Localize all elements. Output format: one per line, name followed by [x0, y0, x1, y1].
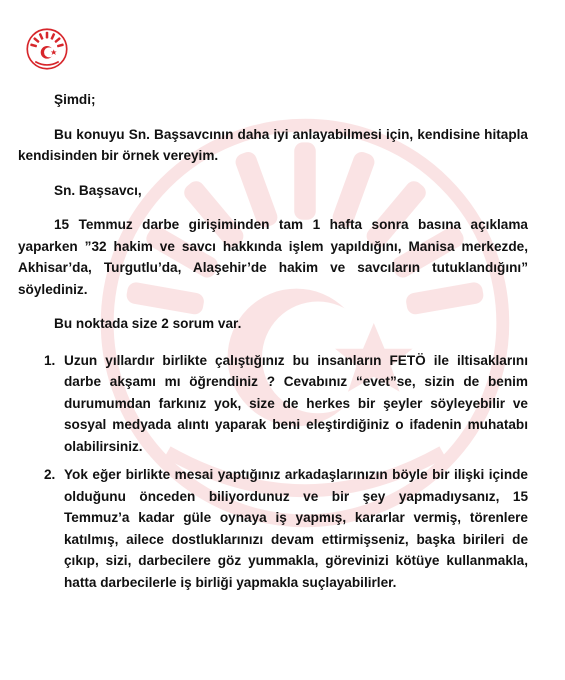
tbmm-emblem-icon [26, 28, 68, 70]
paragraph-questions-intro: Bu noktada size 2 sorum var. [54, 316, 242, 331]
paragraph-intro: Bu konuyu Sn. Başsavcının daha iyi anlayabilmesi için, kendisine hitapla kendisinden bir örnek vereyim. [18, 126, 528, 163]
list-item [18, 464, 528, 593]
document-body [18, 89, 528, 600]
list-item-number: 1. [44, 352, 56, 368]
paragraph-statement: 15 Temmuz darbe girişiminden tam 1 hafta sonra basına açıklama yaparken ”32 hakim ve savcı hakkında işlem yapıldığını, Manisa merkezde, Akhisar’da, Turgutlu’da, Alaşehir’de hakim ve savcıların tutuklandığını” söylediniz. [18, 217, 528, 297]
paragraph-salutation: Sn. Başsavcı, [54, 182, 142, 198]
paragraph-greeting: Şimdi; [54, 92, 96, 107]
list-item-number: 2. [44, 467, 56, 482]
list-item [18, 350, 528, 458]
question-list [18, 350, 528, 594]
list-item-text: Uzun yıllardır birlikte çalıştığınız bu insanların FETÖ ile iltisaklarını darbe akşamı mı öğrendiniz ? Cevabınız “evet”se, sizin de benim durumumdan farkınız yok, size de herkes bir şeyler söyleyebilir ve sosyal medyada alıntı yaparak beni eleştirdiğiniz o ifadenin muhatabı olabilirsiniz. [64, 352, 528, 454]
list-item-text: Yok eğer birlikte mesai yaptığınız arkadaşlarınızın böyle bir ilişki içinde olduğunu önceden biliyordunuz ve bir şey yapmadıysanız, 15 Temmuz’a kadar güle oynaya iş yapmış, kararlar vermiş, törenlere katılmış, ailece dostluklarınızı devam ettirmişseniz, başka birileri de çıkıp, sizi, darbecilere göz yummakla, görevinizi kötüye kullanmakla, hatta darbecilerle iş birliği yapmakla suçlayabilirler. [64, 467, 528, 590]
